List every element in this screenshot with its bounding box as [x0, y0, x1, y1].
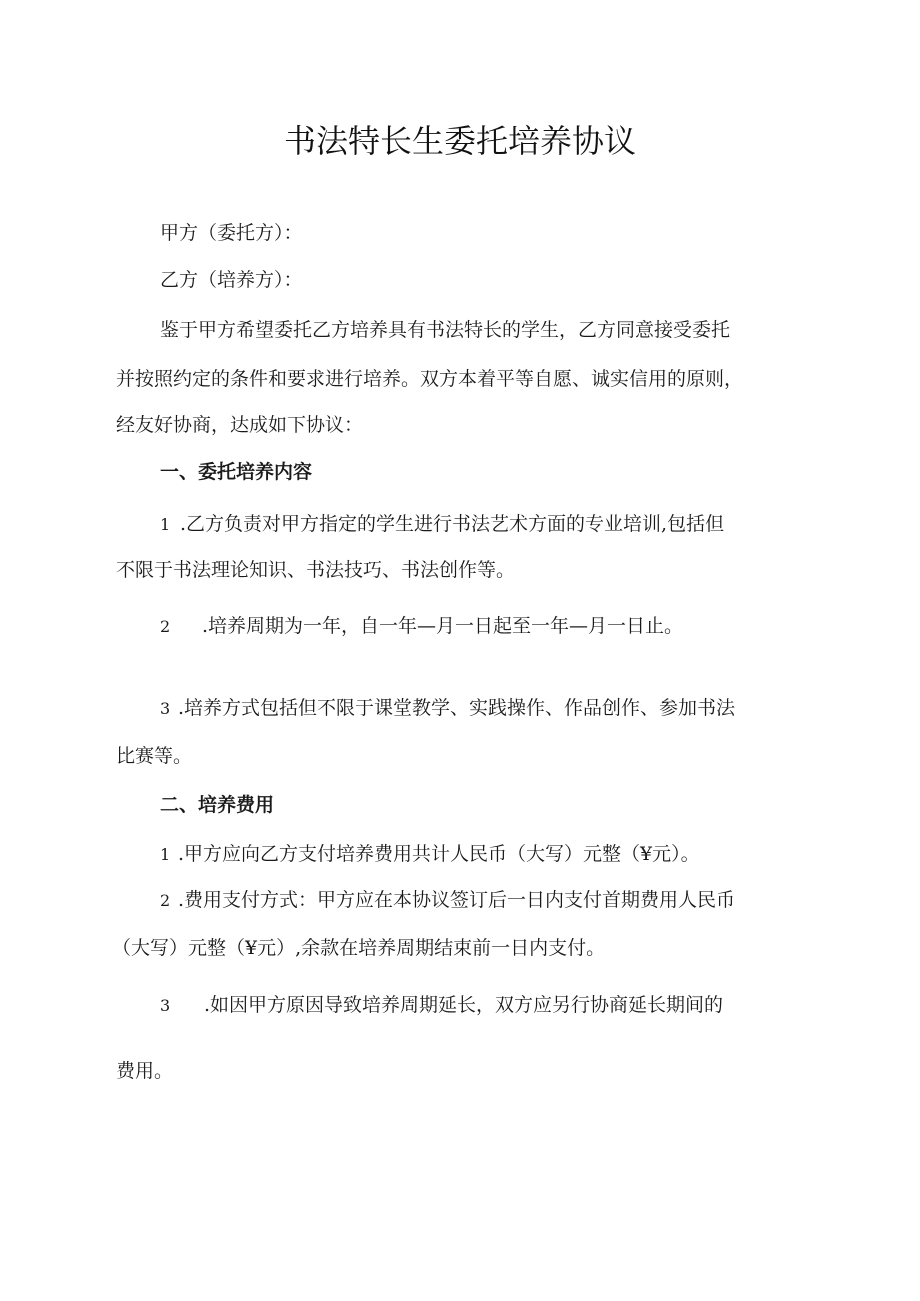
party-b-label: 乙方（培养方）： [160, 269, 303, 291]
intro-line-3: 经友好协商，达成如下协议： [116, 414, 364, 436]
section-1-item-3-cont: 比赛等。 [116, 745, 193, 767]
section-2-item-2-cont: （大写）元整（¥元）,余款在培养周期结束前一日内支付。 [112, 937, 606, 959]
section-1-item-2 [160, 612, 683, 641]
item-text: .甲方应向乙方支付培养费用共计人民币（大写）元整（¥元）。 [178, 843, 700, 865]
item-number: 3 [160, 996, 171, 1015]
item-text: .培养方式包括但不限于课堂教学、实践操作、作品创作、参加书法 [178, 697, 736, 719]
intro-line-2: 并按照约定的条件和要求进行培养。双方本着平等自愿、诚实信用的原则， [116, 368, 744, 390]
document-title: 书法特长生委托培养协议 [283, 122, 636, 160]
item-text: .如因甲方原因导致培养周期延长，双方应另行协商延长期间的 [204, 994, 724, 1016]
section-1-item-1 [160, 510, 724, 539]
section-2-item-3 [160, 991, 723, 1020]
section-2-item-3-cont: 费用。 [116, 1060, 174, 1082]
item-number: 1 [160, 845, 171, 864]
item-text: .培养周期为一年，自一年—月一日起至一年—月一日止。 [202, 615, 684, 637]
intro-line-1: 鉴于甲方希望委托乙方培养具有书法特长的学生，乙方同意接受委托 [160, 319, 731, 341]
item-number: 3 [160, 699, 171, 718]
section-1-heading: 一、委托培养内容 [160, 461, 313, 483]
item-text: .费用支付方式：甲方应在本协议签订后一日内支付首期费用人民币 [178, 889, 736, 911]
section-2-item-1 [160, 840, 700, 869]
item-text: .乙方负责对甲方指定的学生进行书法艺术方面的专业培训,包括但 [180, 513, 725, 535]
item-number: 2 [160, 617, 171, 636]
section-1-item-1-cont: 不限于书法理论知识、书法技巧、书法创作等。 [116, 559, 516, 581]
item-number: 1 [160, 515, 171, 534]
party-a-label: 甲方（委托方）： [160, 222, 303, 244]
section-1-item-3 [160, 694, 735, 723]
section-2-heading: 二、培养费用 [160, 794, 275, 816]
item-number: 2 [160, 891, 171, 910]
section-2-item-2 [160, 886, 735, 915]
